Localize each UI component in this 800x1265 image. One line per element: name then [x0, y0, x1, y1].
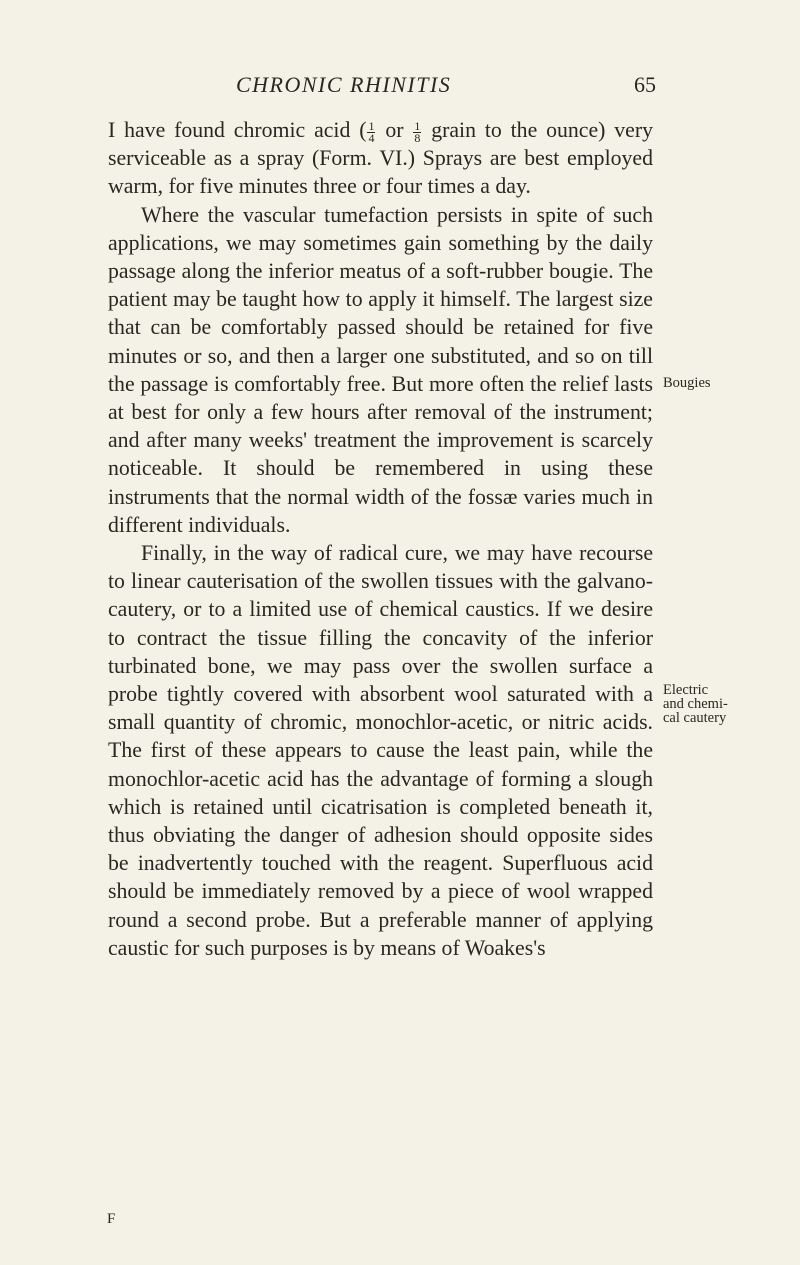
fraction-denominator: 4 [368, 130, 375, 145]
sidenote-line: Electric [663, 682, 709, 698]
paragraph-1-text-b: grain to the ounce) very serviceable as a spray (Form. VI.) Sprays are best employed warm, for five minutes three or four times a day. [108, 118, 653, 199]
fraction-one-eighth [413, 118, 421, 145]
sidenote-electric-cautery [663, 683, 783, 725]
paragraph-2: Where the vascular tumefaction persists in spite of such applications, we may sometimes gain something by the daily passage along the inferior meatus of a soft-rubber bougie. The patient may be taught how to apply it himself. The largest size that can be comfortably passed should be retained for five minutes or so, and then a larger one substituted, and so on till the passage is comfortably free. But more often the relief lasts at best for only a few hours after removal of the instrument; and after many weeks' treatment the improvement is scarcely noticeable. It should be remembered in using these instruments that the normal width of the fossæ varies much in different individuals. [108, 202, 653, 537]
sidenote-bougies [663, 376, 783, 390]
page-number: 65 [634, 72, 656, 97]
paragraph-1-text-a: I have found chromic acid ( [108, 118, 367, 142]
signature-letter: F [107, 1211, 116, 1227]
fraction-one-quarter [367, 118, 375, 145]
paragraph-3: Finally, in the way of radical cure, we may have recourse to linear cauterisation of the swollen tissues with the galvano-cautery, or to a limited use of chemical caustics. If we desire to contract the tissue filling the concavity of the inferior turbinated bone, we may pass over the swollen surface a probe tightly covered with absorbent wool saturated with a small quantity of chromic, monochlor-acetic, or nitric acids. The first of these appears to cause the least pain, while the monochlor-acetic acid has the advantage of forming a slough which is retained until cicatrisation is completed beneath it, thus obviating the danger of adhesion should opposite sides be inadvertently touched with the reagent. Superfluous acid should be immediately removed by a piece of wool wrapped round a second probe. But a preferable manner of applying caustic for such purposes is by means of Woakes's [108, 541, 653, 960]
running-title: CHRONIC RHINITIS [236, 72, 452, 97]
running-head [0, 72, 800, 102]
fraction-denominator: 8 [414, 130, 421, 145]
fraction-numerator: 1 [368, 118, 375, 133]
body-text [108, 116, 653, 962]
paragraph-1 [108, 116, 653, 201]
fraction-numerator: 1 [414, 118, 421, 133]
sidenote-line: and chemi- [663, 696, 728, 712]
paragraph-1-text-or: or [376, 118, 413, 142]
sidenote-line: cal cautery [663, 710, 727, 726]
sidenote-bougies-text: Bougies [663, 375, 711, 391]
